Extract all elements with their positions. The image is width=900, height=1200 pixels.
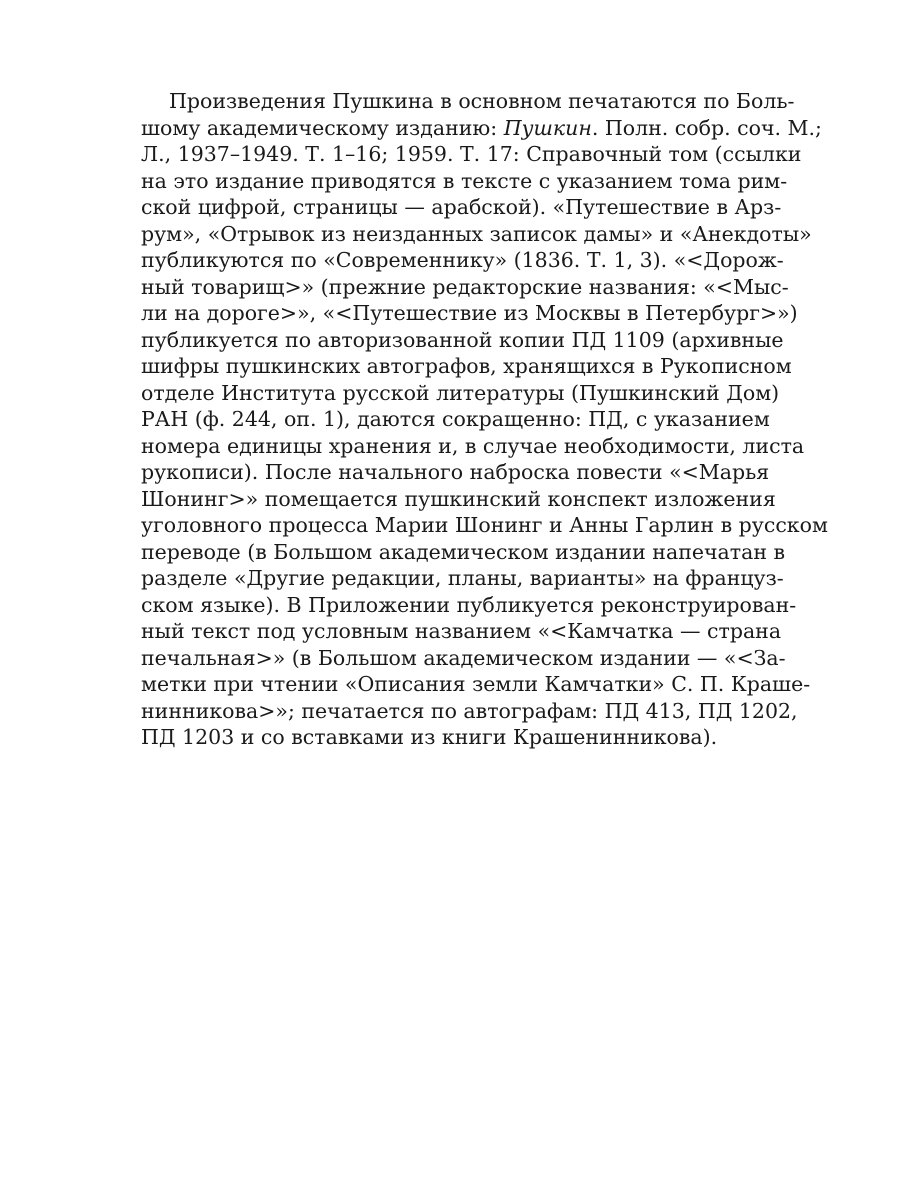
text-line	[141, 698, 798, 725]
text-segment: . Полн. собр. соч. М.;	[591, 115, 822, 140]
text-line	[141, 353, 792, 380]
text-segment: метки при чтении «Описания земли Камчатки» С. П. Краше-	[141, 672, 811, 696]
text-segment: ли на дороге>», «<Путешествие из Москвы в Петербург>»)	[141, 301, 798, 325]
text-line	[141, 247, 784, 274]
text-segment: рукописи). После начального наброска повести «<Марья	[141, 460, 770, 484]
text-line	[141, 194, 782, 221]
text-line	[141, 671, 811, 698]
text-line	[141, 300, 798, 327]
text-line	[141, 433, 805, 460]
text-line	[141, 459, 770, 486]
text-segment: Произведения Пушкина в основном печатаются по Боль-	[169, 89, 795, 113]
text-segment: Л., 1937–1949. Т. 1–16; 1959. Т. 17: Справочный том (ссылки	[141, 142, 802, 166]
text-segment: ском языке). В Приложении публикуется реконструирован-	[141, 592, 797, 617]
text-segment: ный текст под условным названием «<Камчатка — страна	[141, 619, 782, 643]
text-line	[141, 565, 784, 592]
text-line	[141, 274, 789, 301]
italic-text-segment: Пушкин	[503, 115, 592, 140]
text-line	[141, 380, 780, 407]
text-segment: РАН (ф. 244, оп. 1), даются сокращенно: ПД, с указанием	[141, 407, 770, 431]
text-segment: отделе Института русской литературы (Пушкинский Дом)	[141, 380, 780, 405]
text-segment: ный товарищ>» (прежние редакторские названия: «<Мыс-	[141, 274, 789, 299]
text-segment: ской цифрой, страницы — арабской). «Путешествие в Арз-	[141, 195, 782, 219]
text-segment: шому академическому изданию:	[141, 115, 504, 140]
text-segment: нинникова>»; печатается по автографам: ПД 413, ПД 1202,	[141, 698, 798, 723]
text-segment: разделе «Другие редакции, планы, варианты» на француз-	[141, 566, 784, 590]
text-segment: публикуется по авторизованной копии ПД 1109 (архивные	[141, 327, 784, 352]
text-line	[141, 141, 802, 168]
text-line	[141, 512, 828, 539]
text-line	[141, 221, 812, 248]
text-line	[141, 592, 797, 619]
text-segment: ПД 1203 и со вставками из книги Крашенинникова).	[141, 725, 718, 749]
text-segment: шифры пушкинских автографов, хранящихся в Рукописном	[141, 354, 792, 378]
text-line	[141, 327, 784, 354]
body-paragraph	[141, 88, 828, 751]
text-segment: Шонинг>» помещается пушкинский конспект изложения	[141, 486, 776, 511]
text-line	[141, 539, 786, 566]
text-line	[141, 168, 788, 195]
text-segment: переводе (в Большом академическом издании напечатан в	[141, 539, 786, 564]
text-line	[141, 645, 786, 672]
text-line	[141, 486, 776, 513]
text-segment: печальная>» (в Большом академическом издании — «<За-	[141, 645, 786, 670]
text-segment: рум», «Отрывок из неизданных записок дамы» и «Анекдоты»	[141, 221, 812, 246]
text-segment: номера единицы хранения и, в случае необходимости, листа	[141, 433, 805, 458]
text-segment: на это издание приводятся в тексте с указанием тома рим-	[141, 168, 788, 193]
text-line	[141, 115, 822, 142]
text-line	[141, 406, 770, 433]
text-segment: публикуются по «Современнику» (1836. Т. 1, 3). «<Дорож-	[141, 248, 784, 272]
text-line	[141, 618, 782, 645]
text-line	[141, 88, 795, 115]
text-segment: уголовного процесса Марии Шонинг и Анны Гарлин в русском	[141, 513, 828, 537]
text-line	[141, 724, 759, 751]
